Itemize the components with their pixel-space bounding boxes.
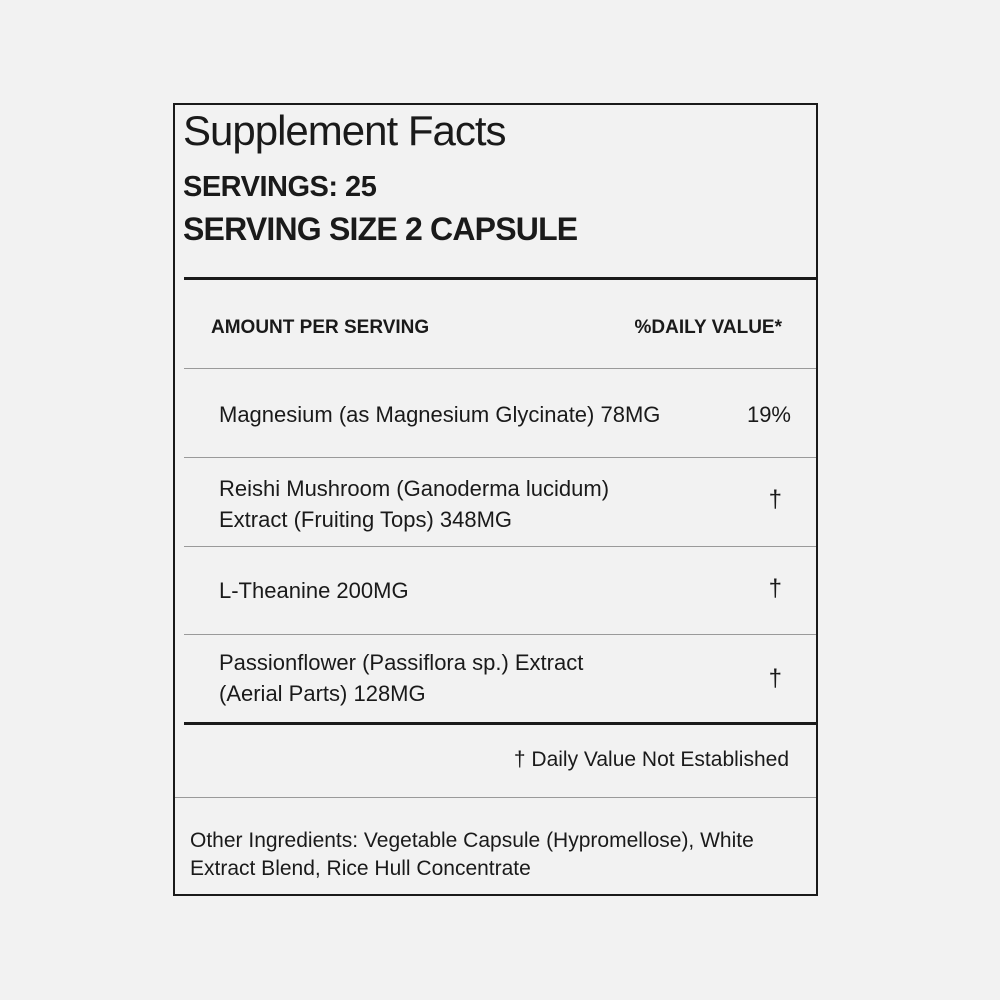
nutrient-name: Magnesium (as Magnesium Glycinate) 78MG: [219, 402, 661, 427]
table-bottom-divider: [184, 722, 816, 725]
row-divider: [184, 546, 816, 547]
daily-value-footnote: † Daily Value Not Established: [513, 748, 789, 771]
supplement-facts-panel: [173, 103, 818, 896]
footnote-divider: [175, 797, 816, 798]
nutrient-name-line2: (Aerial Parts) 128MG: [219, 681, 426, 706]
nutrient-row-reishi: [219, 473, 609, 535]
row-divider: [184, 457, 816, 458]
dagger-symbol: †: [768, 575, 782, 602]
servings-count: SERVINGS: 25: [183, 171, 377, 203]
daily-value-header: %DAILY VALUE*: [634, 317, 782, 338]
row-divider: [184, 368, 816, 369]
nutrient-name-line1: Reishi Mushroom (Ganoderma lucidum): [219, 476, 610, 501]
nutrient-row-theanine: [219, 575, 409, 606]
nutrient-name-line2: Extract (Fruiting Tops) 348MG: [219, 507, 513, 532]
dagger-symbol: †: [768, 665, 782, 692]
row-divider: [184, 634, 816, 635]
nutrient-row-magnesium: [219, 399, 660, 430]
dagger-symbol: †: [768, 486, 782, 513]
nutrient-name: L-Theanine 200MG: [219, 578, 409, 603]
amount-per-serving-header: AMOUNT PER SERVING: [211, 317, 430, 338]
nutrient-daily-value: 19%: [746, 402, 791, 427]
header-divider: [184, 277, 816, 280]
serving-size: SERVING SIZE 2 CAPSULE: [183, 211, 578, 247]
other-ingredients: Other Ingredients: Vegetable Capsule (Hypromellose), White Extract Blend, Rice Hull Concentrate: [190, 829, 754, 880]
nutrient-row-passionflower: [219, 647, 583, 709]
panel-title: Supplement Facts: [183, 107, 506, 154]
nutrient-name-line1: Passionflower (Passiflora sp.) Extract: [219, 650, 584, 675]
